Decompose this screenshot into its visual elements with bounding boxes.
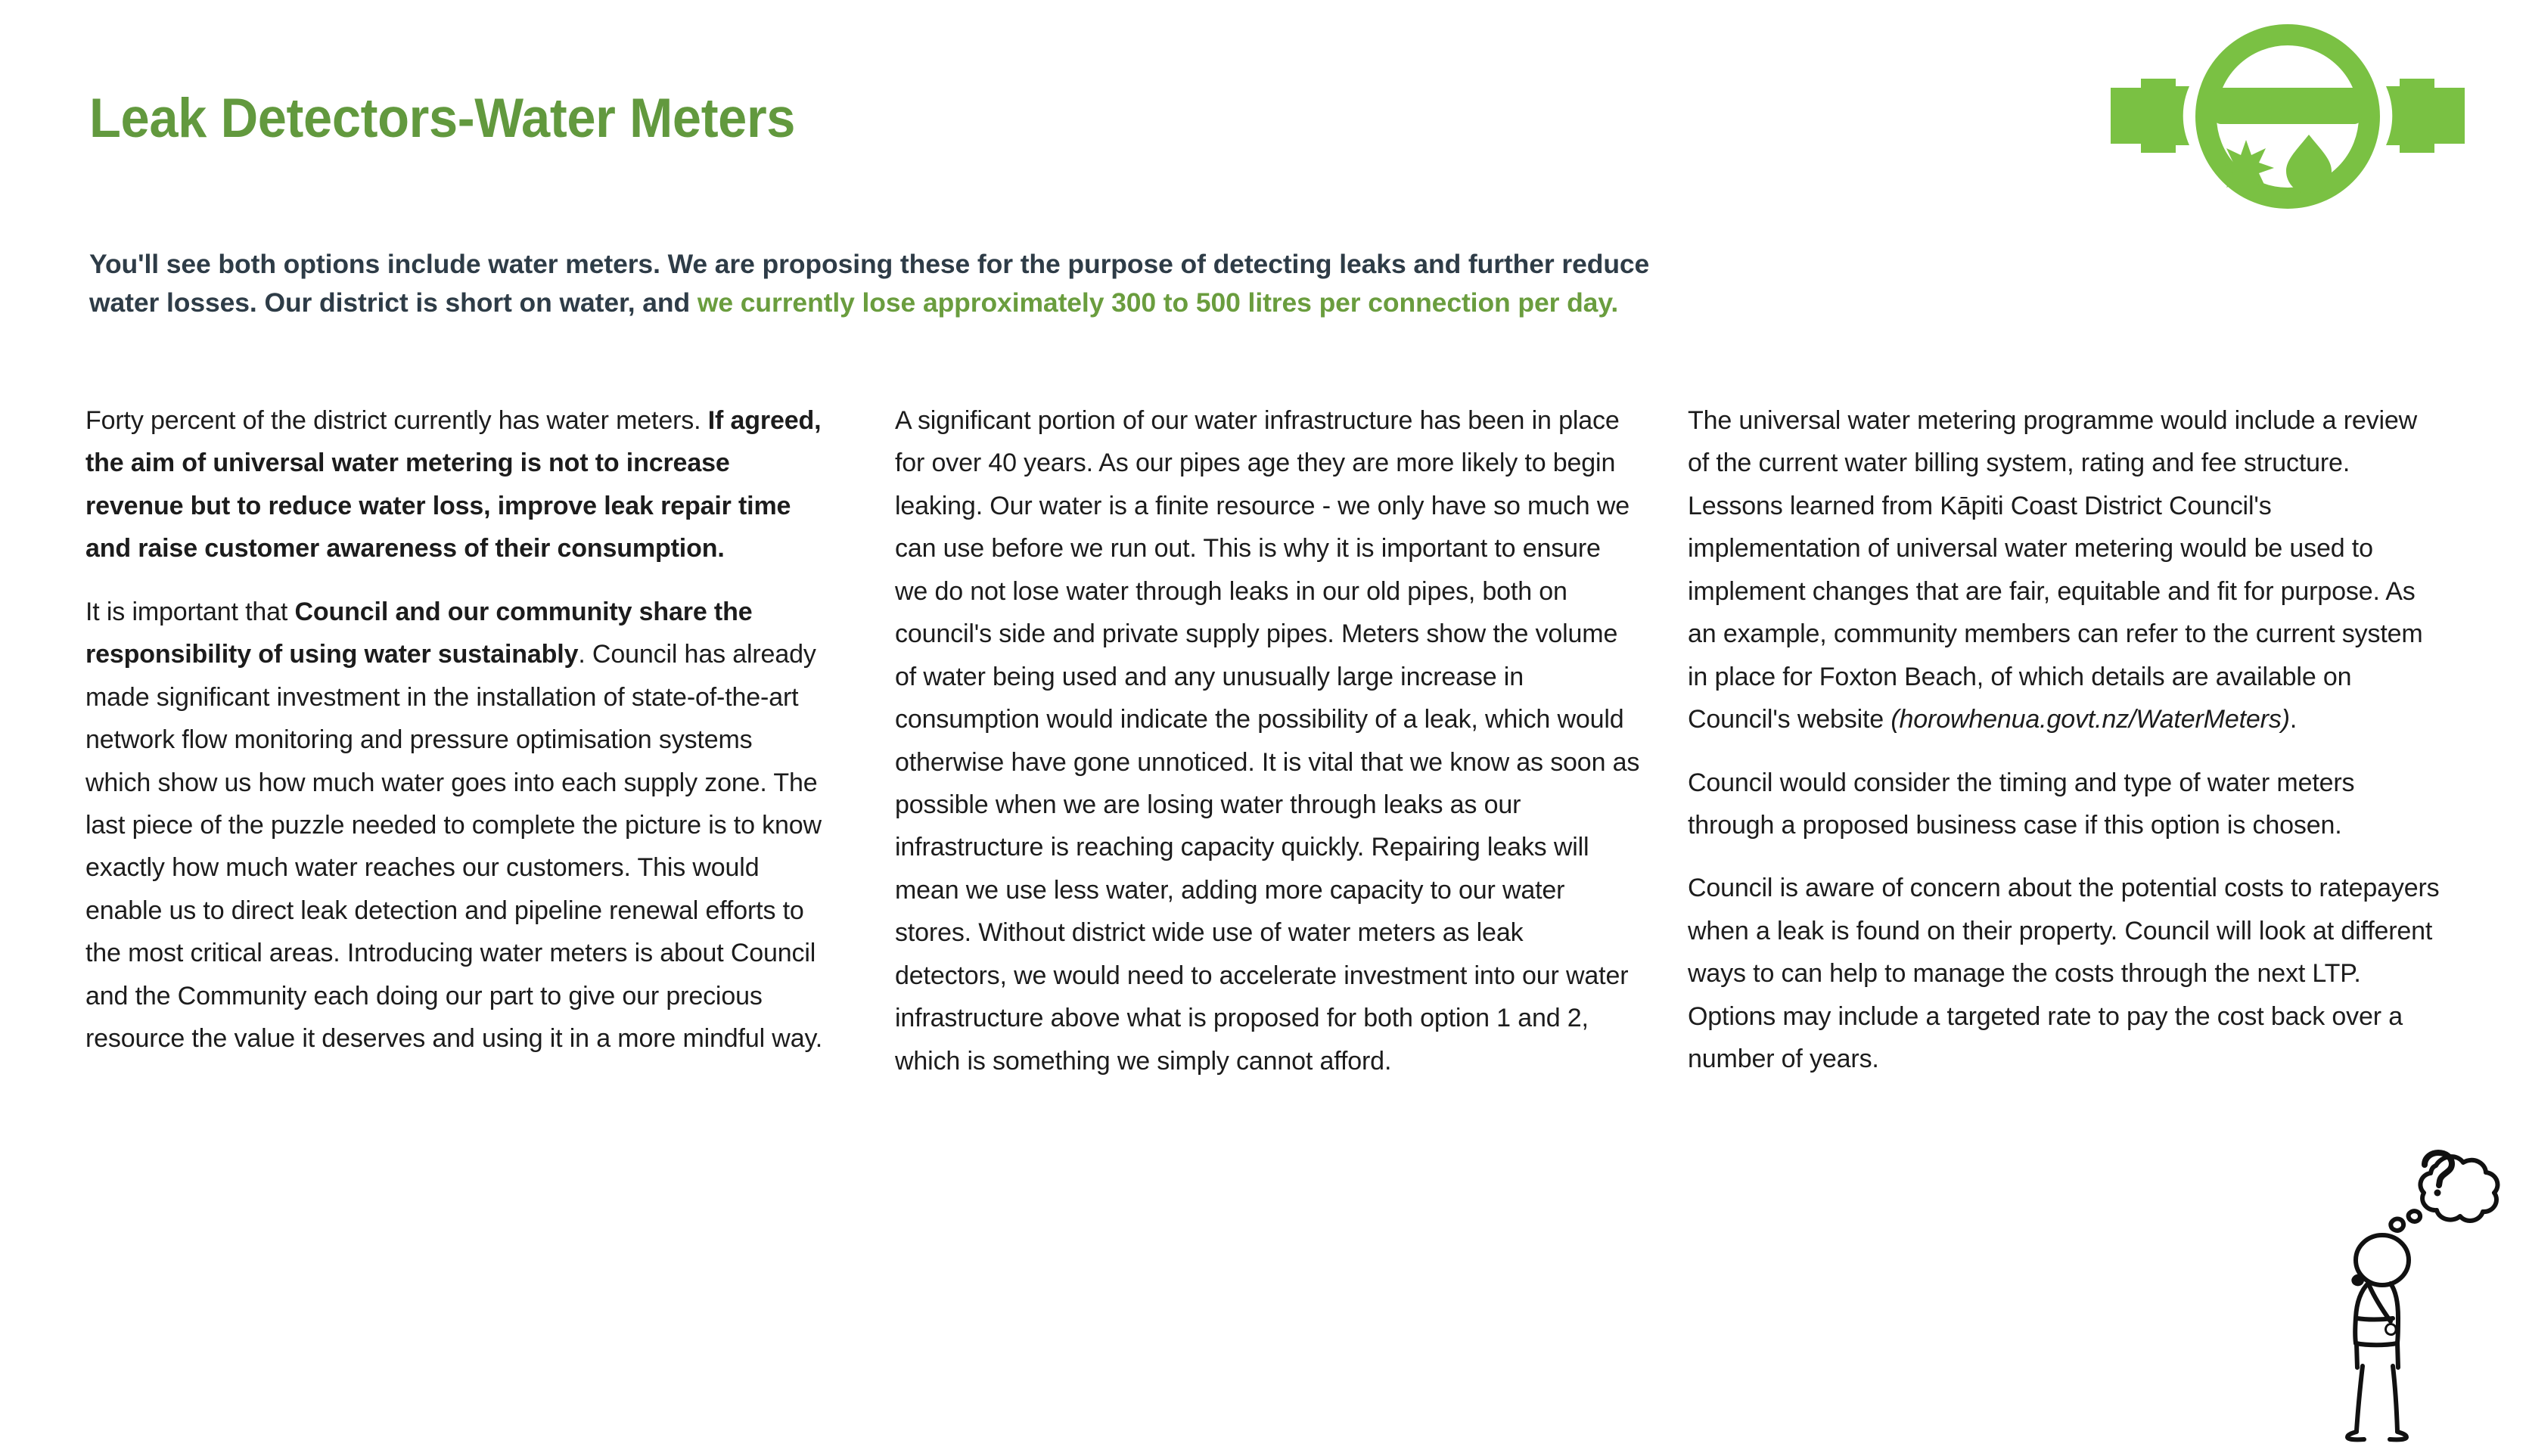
- intro-text-highlight: we currently lose approximately 300 to 500 litres per connection per day.: [697, 287, 1619, 318]
- paragraph: [895, 399, 1640, 1082]
- text-run: It is important that: [85, 597, 295, 626]
- intro-paragraph: [89, 245, 1685, 324]
- body-column-1: [85, 399, 823, 1060]
- text-run-bold: If agreed, the aim of universal water metering is not to increase revenue but to reduce water loss, improve leak repair time and raise customer awareness of their consumption.: [85, 406, 822, 563]
- paragraph: [1688, 762, 2444, 847]
- paragraph: [1688, 399, 2444, 741]
- text-run: Forty percent of the district currently has water meters.: [85, 406, 708, 435]
- text-run: The universal water metering programme would include a review of the current water billing system, rating and fee structure. Lessons learned from Kāpiti Coast District Council's implementation of universal water metering would be used to implement changes that are fair, equitable and fit for purpose. As an example, community members can refer to the current system in place for Foxton Beach, of which details are available on Council's website: [1688, 406, 2423, 734]
- text-run-bold: Council and our community share the responsibility of using water sustainably: [85, 597, 753, 669]
- text-run: Council is aware of concern about the potential costs to ratepayers when a leak is found on their property. Council will look at different ways to can help to manage the costs through the next LTP. Options may include a targeted rate to pay the cost back over a number of years.: [1688, 874, 2440, 1074]
- body-column-2: [895, 399, 1640, 1082]
- page-title: Leak Detectors-Water Meters: [89, 87, 796, 149]
- water-meter-icon: [2106, 21, 2469, 210]
- body-column-3: [1688, 399, 2444, 1081]
- thinking-person-icon: [2309, 1130, 2528, 1456]
- intro-text-plain: You'll see both options include water meters. We are proposing these for the purpose of detecting leaks and further reduce water losses. Our district is short on water, and: [89, 248, 1650, 318]
- paragraph: [85, 591, 823, 1060]
- paragraph: [85, 399, 823, 570]
- body-columns: [0, 399, 2529, 1413]
- text-run-italic-website: (horowhenua.govt.nz/WaterMeters): [1891, 705, 2290, 734]
- text-run: .: [2289, 705, 2298, 734]
- text-run: . Council has already made significant investment in the installation of state-of-the-art network flow monitoring and pressure optimisation systems which show us how much water goes into each supply zone. The last piece of the puzzle needed to complete the picture is to know exactly how much water reaches our customers. This would enable us to direct leak detection and pipeline renewal efforts to the most critical areas. Introducing water meters is about Council and the Community each doing our part to give our precious resource the value it deserves and using it in a more mindful way.: [85, 640, 823, 1054]
- paragraph: [1688, 867, 2444, 1080]
- text-run: Council would consider the timing and type of water meters through a proposed business case if this option is chosen.: [1688, 768, 2355, 840]
- text-run: A significant portion of our water infrastructure has been in place for over 40 years. As our pipes age they are more likely to begin leaking. Our water is a finite resource - we only have so much we can use before we run out. This is why it is important to ensure we do not lose water through leaks in our old pipes, both on council's side and private supply pipes. Meters show the volume of water being used and any unusually large increase in consumption would indicate the possibility of a leak, which would otherwise have gone unnoticed. It is vital that we know as soon as possible when we are losing water through leaks as our infrastructure is reaching capacity quickly. Repairing leaks will mean we use less water, adding more capacity to our water stores. Without district wide use of water meters as leak detectors, we would need to accelerate investment into our water infrastructure above what is proposed for both option 1 and 2, which is something we simply cannot afford.: [895, 406, 1640, 1076]
